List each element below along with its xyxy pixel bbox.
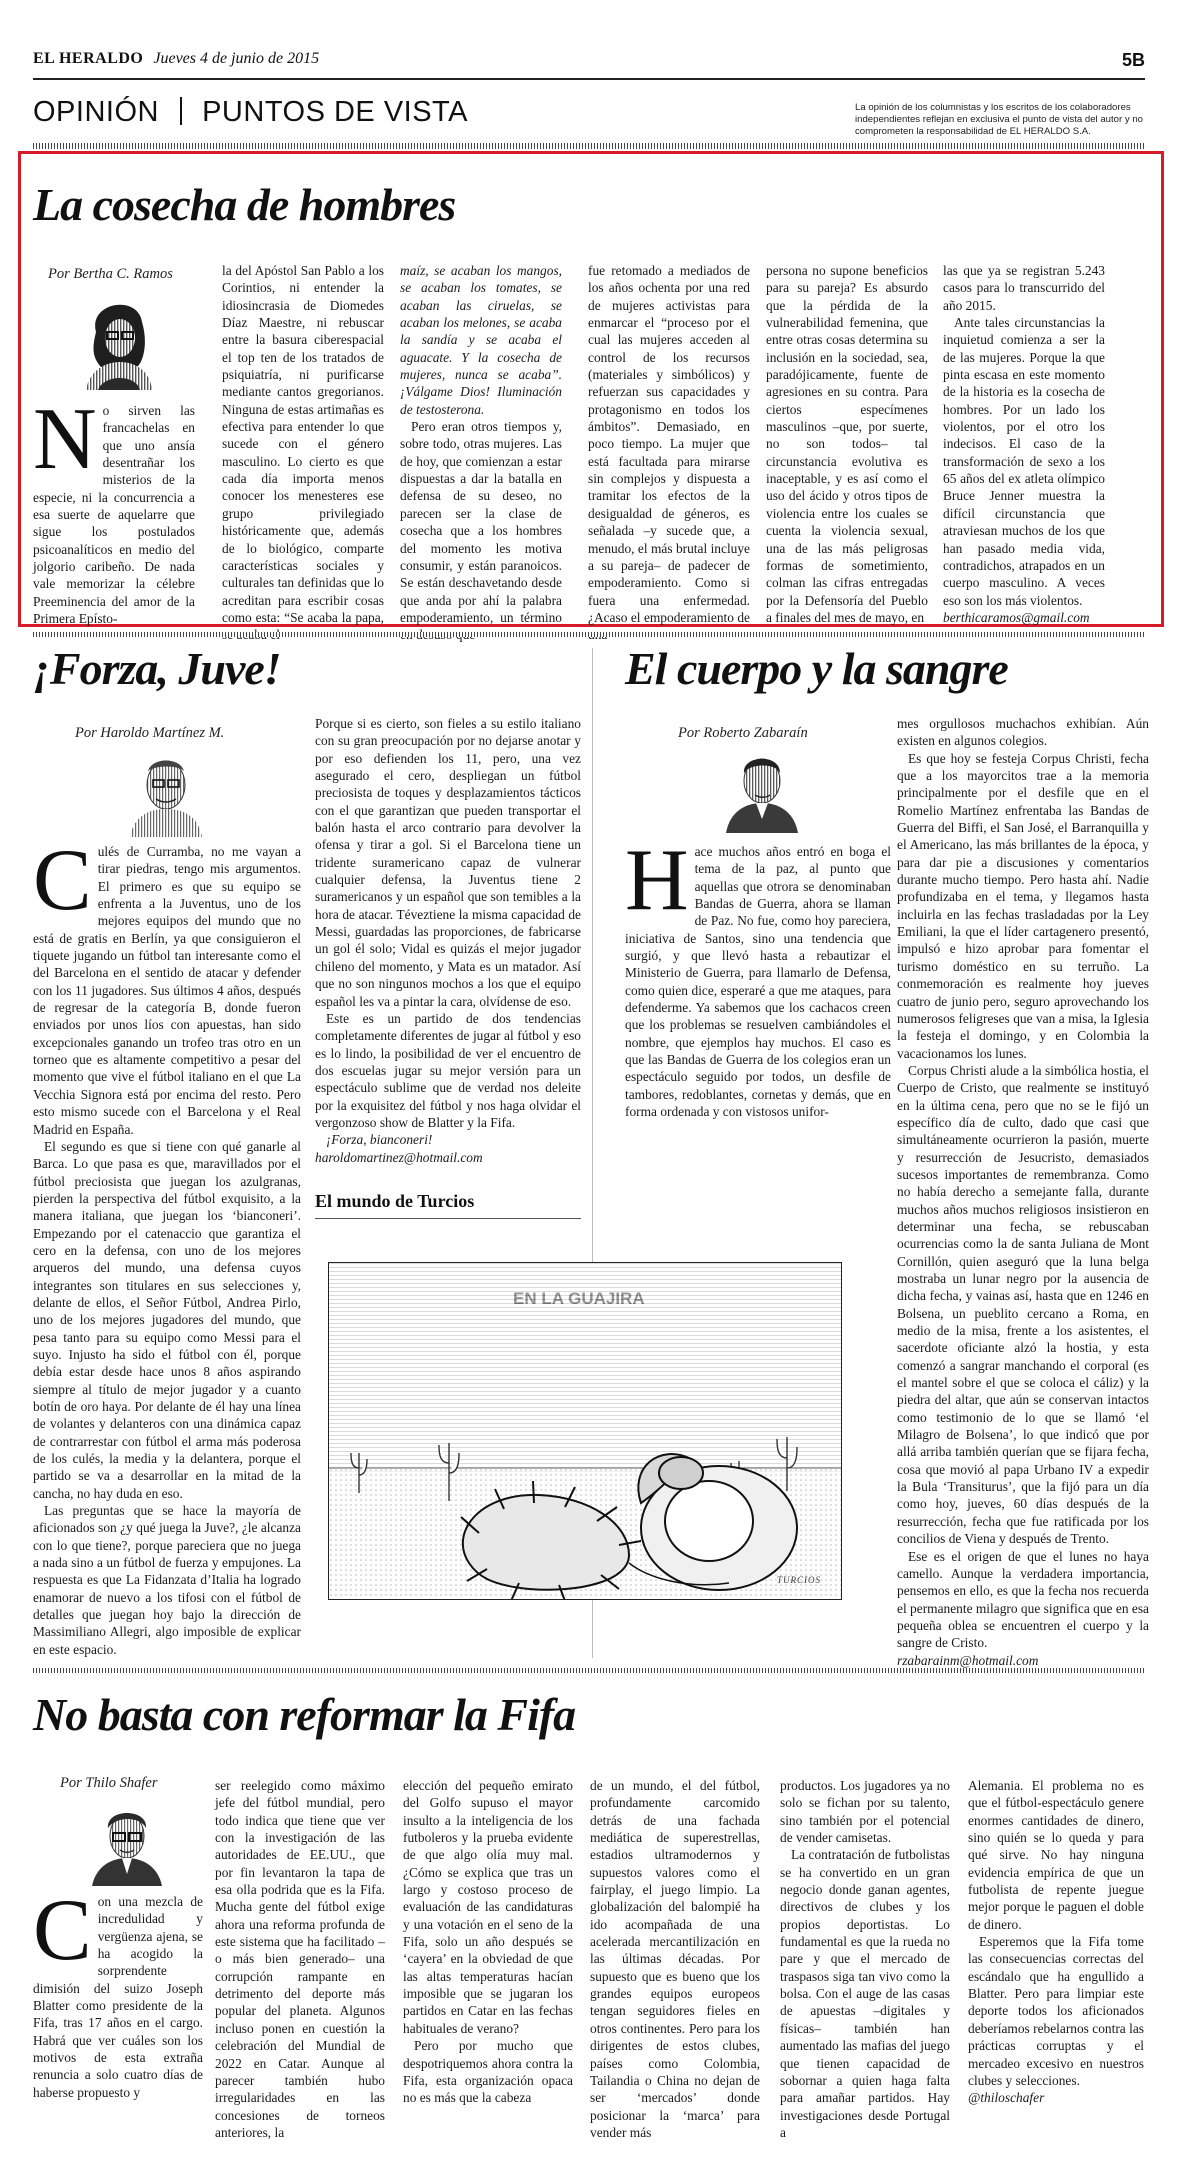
cartoon-section-title: El mundo de Turcios bbox=[315, 1191, 475, 1211]
author-portrait bbox=[88, 1798, 166, 1886]
article-column-2 bbox=[897, 715, 1149, 1669]
paragraph: Corpus Christi alude a la simbólica hostia, el Cuerpo de Cristo, que realmente se instituyó en la última cena, pero que no se le fijó un específico día de culto, dado que casi que simultáneamente ocurrieron la pasión, muerte y resurrección de Jesucristo, demasiados sucesos importantes de remembranza. Como no había derecho a semejante falla, durante muchos años muchos religiosos insistieron en determinar una fecha, se rebuscaban ocurrencias como la de santa Juliana de Mont Cornillón, quien aseguró que la luna belga mostraba un lunar negro por la ausencia de dicha fecha, y vainas así, hasta que en 1246 en Bolsena, un pueblito cercano a Roma, en medio de la misa, frente a los asistentes, el sacerdote oficiante alzó la hostia, y esta comenzó a sangrar manchando el corporal (es el mantel sobre el que se coloca el cáliz) y la piedra del altar, que aún se conservan intactos como testimonio de lo que se llamó ‘el Milagro de Bolsena’, lo que indicó que por allá arriba también querían que se fijara fecha, cosa que movió al papa Urbano IV a expedir la Bula ‘Transiturus’, que la fijó para un día como hoy, jueves, 60 días después de la resurrección, fecha que fue ratificada por los concilios de Viena y después de Trento. bbox=[897, 1062, 1149, 1547]
paragraph: las que ya se registran 5.243 casos para lo transcurrido del año 2015. bbox=[943, 263, 1105, 313]
paragraph: productos. Los jugadores ya no solo se fichan por su talento, sino también por el potencial de vender camisetas. bbox=[780, 1778, 950, 1846]
paragraph: ser reelegido como máximo jefe del fútbol mundial, pero todo indica que tiene que ver con la investigación de las autoridades de EE.UU., que por fin levantaron la tapa de esa olla podrida que es la Fifa. Mucha gente del fútbol exige ahora una reforma profunda de este sistema que ha facilitado –o más bien generado– una corrupción rampante en detrimento del deporte más popular del planeta. Algunos incluso ponen en cuestión la celebración del Mundial de 2022 en Catar. Aunque al parecer también hubo irregularidades en las concesiones de torneos anteriores, la bbox=[215, 1778, 385, 2140]
section-name: OPINIÓN bbox=[33, 96, 159, 128]
paragraph: Porque si es cierto, son fieles a su estilo italiano con su gran preocupación por no dejarse anotar y por eso defienden los 11, pero, una vez asegurado el cero, despliegan un fútbol preciosista de toques y desplazamientos tácticos con el que garantizan que pueden transportar el balón hasta el arco contrario para devolver la ofensa y tirar a gol. Si el Barcelona tiene un tridente suramericano capaz de vulnerar cualquier defensa, la Juventus tiene 2 suramericanos y un español que son temibles a la hora de atacar. Téveztiene la misma capacidad de Messi, guardadas las proporciones, de fabricarse un gol él solo; Vidal es quizás el mejor jugador chileno del momento, y Mata es un matador. Así que no son ningunos mochos a los que el equipo español les va a pintar la cara, olvídense de eso. bbox=[315, 716, 581, 1009]
cartoon-rule bbox=[315, 1218, 581, 1219]
article-column-3 bbox=[403, 1777, 573, 2107]
section-header bbox=[33, 96, 853, 136]
article-column-2 bbox=[315, 715, 581, 1166]
paragraph: mes orgullosos muchachos exhibían. Aún existen en algunos colegios. bbox=[897, 716, 1149, 749]
article-column-5 bbox=[780, 1777, 950, 2141]
article-column-3 bbox=[400, 262, 562, 644]
article-column-4 bbox=[588, 262, 750, 644]
paragraph: Es que hoy se festeja Corpus Christi, fecha que a los mayorcitos trae a la memoria principalmente por el desfile que en el Romelio Martínez enfrentaba las Bandas de Guerra del Biffi, el San José, el Barranquilla y el Americano, las más brillantes de la época, y para dar pie a discusiones y comentarios durante mucho tiempo. Pero hasta ahí. Nadie profundizaba en el tema, y llegamos hasta incluirla en las fechas trasladadas por la Ley Emiliani, la que el líder cartagenero presentó, impulsó e hizo aprobar para fomentar el turismo doméstico en su terruño. La conmemoración es realmente hoy jueves cuatro de junio pero, seguro aprovechando los numerosos feligreses que van a misa, la Iglesia la festeja el domingo, y en Colombia la vacacionamos los lunes. bbox=[897, 750, 1149, 1061]
drop-cap: H bbox=[625, 832, 689, 929]
author-portrait bbox=[126, 747, 206, 837]
cartoon-frame bbox=[328, 1262, 842, 1600]
page-number: 5B bbox=[1121, 50, 1145, 70]
article-title: No basta con reformar la Fifa bbox=[33, 1689, 576, 1740]
author-handle[interactable]: @thiloschafer bbox=[968, 2090, 1045, 2106]
article-byline: Por Haroldo Martínez M. bbox=[75, 725, 225, 741]
divider-hatch bbox=[33, 1668, 1145, 1673]
article-column-1 bbox=[33, 832, 301, 1658]
article-title: El cuerpo y la sangre bbox=[625, 643, 1008, 694]
article-column-6 bbox=[943, 262, 1105, 626]
drop-cap: C bbox=[33, 832, 92, 929]
article-byline: Por Bertha C. Ramos bbox=[48, 266, 173, 282]
article-column-1 bbox=[625, 832, 891, 1121]
paragraph: maíz, se acaban los mangos, se acaban los tomates, se acaban las ciruelas, se acaban los melones, se acaba la sandía y se acaba el aguacate. Y la cosecha de mujeres, nunca se acaba”. ¡Válgame Dios! Iluminación de testosterona. bbox=[400, 263, 562, 417]
article-title: La cosecha de hombres bbox=[33, 179, 456, 230]
article-column-4 bbox=[590, 1777, 760, 2141]
drop-cap: C bbox=[33, 1882, 92, 1979]
paragraph: o sirven las francachelas en que uno ansía desentrañar los misterios de la especie, ni la concurrencia a esa suerte de aquelarre que sigue los postulados psicoanalíticos en medio del jolgorio caribeño. De nada vale memorizar la célebre Preeminencia del amor de la Primera Epísto- bbox=[33, 403, 195, 627]
article-column-1 bbox=[33, 391, 195, 627]
paragraph: fue retomado a mediados de los años ochenta por una red de mujeres activistas para enmarcar el “proceso por el cual las mujeres acceden al control de los recursos (materiales y simbólicos) y refuerzan sus capacidades y protagonismo en todos los ámbitos”. Demasiado, en poco tiempo. La mujer que está facultada para mirarse sin complejos y dispuesta a tramitar los efectos de la desigualdad de géneros, es señalada –y sucede que, a menudo, el más brutal incluye a su pareja– de padecer de empoderamiento. Como si fuera una enfermedad. ¿Acaso el empoderamiento de bbox=[588, 263, 750, 625]
author-email[interactable]: rzabarainm@hotmail.com bbox=[897, 1652, 1039, 1668]
paragraph: persona no supone beneficios para su pareja? Es absurdo que la pérdida de la vulnerabilidad femenina, que entre otras cosas determina su inclusión en la sociedad, sea, paradójicamente, fuente de agresiones en su contra. Para ciertos especímenes masculinos –que, por suerte, no son todos– tal circunstancia evolutiva es inaceptable, y es así como el uso del ácido y otros tipos de violencia entre los cuales se cuenta la violencia sexual, una de las más peligrosas formas de sometimiento, colman las cifras entregadas por la Defensoría del Pueblo a finales del mes de mayo, en bbox=[766, 263, 928, 625]
paragraph: ¡Forza, bianconeri! bbox=[326, 1132, 433, 1148]
article-column-1 bbox=[33, 1882, 203, 2101]
article-column-6 bbox=[968, 1777, 1144, 2107]
masthead-rule bbox=[33, 78, 1145, 80]
paragraph: Pero por mucho que despotriquemos ahora contra la Fifa, esta organización opaca no es más que la cabeza bbox=[403, 2038, 573, 2106]
paragraph: ulés de Curramba, no me vayan a tirar piedras, tengo mis argumentos. El primero es que su equipo se enfrenta a la Juventus, uno de los mejores equipos del mundo que no está de gratis en Berlín, ya que consiguieron el tiquete jugando un fútbol tan interesante como el del Barcelona en el sentido de atacar y defender con los 11 jugadores. Sus últimos 4 años, después de regresar de la categoría B, donde fueron enviados por unos líos con apuestas, han sido excepcionales ganando un trofeo tras otro en un torneo que es altamente competitivo a pesar del momento que vive el fútbol italiano en el que La Vecchia Signora está por encima del resto. Pero esto mismo sucede con el Barcelona y el Real Madrid en España. bbox=[33, 844, 301, 1137]
paragraph: Las preguntas que se hace la mayoría de aficionados son ¿y qué juega la Juve?, ¿le alcanza con lo que tiene?, porque pareciera que no juega a nada sino a un fútbol de fuerza y empujones. La respuesta es que La Fidanzata d’Italia ha logrado enamorar de nuevo a los tifosi con el fútbol de detalles que juegan hoy bajo la dirección de Massimiliano Allegri, algo imposible de explicar en este espacio. bbox=[33, 1503, 301, 1657]
author-portrait bbox=[722, 745, 802, 833]
paragraph: on una mezcla de incredulidad y vergüenza ajena, se ha acogido la sorprendente dimisión del suizo Joseph Blatter como presidente de la Fifa, tras 17 años en el cargo. Habrá que ver cuáles son los motivos de esta extraña renuncia a solo cuatro días de haberse propuesto y bbox=[33, 1894, 203, 2100]
cartoon-signature: TURCIOS bbox=[776, 1575, 821, 1585]
paragraph: El segundo es que si tiene con qué ganarle al Barca. Lo que pasa es que, maravillados por el fútbol preciosista que juegan los azulgranas, pierden la perspectiva del fútbol exquisito, a la manera italiana, que juegan los ‘bianconeri’. Empezando por el catenaccio que garantiza el cero en la defensa, con uno de los mejores arqueros del mundo, una defensa cuyos integrantes son titulares en sus selecciones y, delante de ellos, el Señor Fútbol, Andrea Pirlo, uno de los mejores jugadores del mundo, que pesa tanto para su equipo como Messi para el suyo. Injusto ha sido el fútbol con él, porque debía estar desde hace unos 8 años aspirando siempre al título de mejor jugador y a cuanto botín de oro haya. Por delante de él hay una línea de volantes y delanteros con una dinámica capaz de contrarrestar con fútbol el arma más poderosa de los culés, la media y la delantera, porque el partido se va a desarrollar en la mitad de la cancha, no hay duda en eso. bbox=[33, 1138, 301, 1501]
paper-name: EL HERALDO bbox=[33, 50, 144, 67]
paragraph: Esperemos que la Fifa tome las consecuencias correctas del escándalo que ha engullido a Blatter. Pero para limpiar este deporte todos los aficionados deberíamos rebelarnos contra las prácticas corruptas y el mercadeo excesivo en nuestros clubes y selecciones. bbox=[968, 1934, 1144, 2088]
article-column-2 bbox=[222, 262, 384, 644]
author-portrait bbox=[78, 292, 158, 390]
section-hatch-bar bbox=[33, 143, 1145, 149]
article-column-5 bbox=[766, 262, 928, 626]
paragraph: ace muchos años entró en boga el tema de la paz, al punto que aquellas que otrora se denominaban Bandas de Guerra, ahora se llaman de Paz. No fue, como hoy pareciera, iniciativa de Santos, sino una tendencia que surgió, y que llevó hasta a rebautizar el Ministerio de Guerra, para llamarlo de Defensa, como quien dice, esperaré a que me ataques, para defenderme. Ya sabemos que los cachacos creen que los problemas se resuelven cambiándoles el nombre, que ejemplos hay muchos. El caso es que las Bandas de Guerra de los colegios eran un espectáculo seguido por todos, un desfile de tambores, redoblantes, cornetas y demás, que en forma ordenada y con vistosos unifor- bbox=[625, 844, 891, 1120]
article-byline: Por Thilo Shafer bbox=[60, 1775, 158, 1791]
paragraph: de un mundo, el del fútbol, profundamente carcomido detrás de una fachada mediática de superestrellas, estadios ultramodernos y supuestos valores como el fairplay, el juego limpio. La globalización del balompié ha ido acompañada de una acelerada mercantilización en las últimas décadas. Por supuesto que es bueno que los grandes equipos europeos tengan seguidores fieles en otros continentes. Pero para los dirigentes de estos clubes, países como Colombia, Tailandia o China no dejan de ser ‘mercados’ donde posicionar la ‘marca’ para vender más bbox=[590, 1778, 760, 2140]
author-email[interactable]: berthicaramos@gmail.com bbox=[943, 609, 1090, 625]
section-subtitle: PUNTOS DE VISTA bbox=[202, 96, 468, 128]
paragraph: Ante tales circunstancias la inquietud comienza a ser la de las mujeres. Porque la que pinta escasa en este momento de la historia es la cosecha de hombres. Por un lado los violentos, por el otro los indecisos. El caso de la transformación de sexo a los 65 años del ex atleta olímpico Bruce Jenner muestra la difícil circunstancia que atraviesan muchos de los que han pasado media vida, contradichos, atrapados en un cuerpo masculino. A veces eso son los más violentos. bbox=[943, 315, 1105, 608]
article-column-2 bbox=[215, 1777, 385, 2141]
issue-date: Jueves 4 de junio de 2015 bbox=[153, 50, 320, 67]
author-email[interactable]: haroldomartinez@hotmail.com bbox=[315, 1149, 483, 1165]
article-byline: Por Roberto Zabaraín bbox=[678, 725, 808, 741]
drop-cap: N bbox=[33, 391, 97, 488]
article-title: ¡Forza, Juve! bbox=[33, 643, 281, 694]
paragraph: Ese es el origen de que el lunes no haya camello. Aunque la verdadera importancia, pensemos en ello, es que la fecha nos recuerda el permanente milagro que significa que en esa pequeña oblea se encuentren el cuerpo y la sangre de Cristo. bbox=[897, 1548, 1149, 1651]
paragraph: Alemania. El problema no es que el fútbol-espectáculo genere enormes cantidades de dinero, sino quién se lo queda y para qué sirve. No hay ninguna evidencia empírica de que un futbolista de repente juegue mejor porque le paguen el doble de dinero. bbox=[968, 1778, 1144, 1932]
section-disclaimer: La opinión de los columnistas y los escritos de los colaboradores independientes reflejan en exclusiva el punto de vista del autor y no comprometen la responsabilidad de EL HERALDO S.A. bbox=[855, 102, 1144, 137]
divider-hatch bbox=[33, 632, 1145, 637]
paragraph: Pero eran otros tiempos y, sobre todo, otras mujeres. Las de hoy, que comienzan a estar dispuestas a dar la batalla en defensa de su deseo, no parecen ser la clase de cosecha que a los hombres del momento les motiva consumir, y están paranoicos. Se están deschavetando desde que anda por ahí la palabra empoderamiento, un término bbox=[400, 419, 562, 625]
cartoon-drawing bbox=[329, 1263, 842, 1600]
paragraph: La contratación de futbolistas se ha convertido en un gran negocio donde ganan agentes, directivos de clubes y los propios deportistas. Lo fundamental es que la rueda no pare y que el mercado de traspasos siga tan vivo como la bolsa. Con el auge de las casas de apuestas –digitales y físicas– también han aumentado las mafias del juego que tienen capacidad de sobornar a quien haga falta para amañar partidos. Hay investigaciones desde Portugal a bbox=[780, 1847, 950, 2140]
paragraph: la del Apóstol San Pablo a los Corintios, ni entender la idiosincrasia de Diomedes Díaz Maestre, ni rebuscar entre la basura ciberespacial el top ten de los tratados de psiquiatría, ni purificarse mediante cantos gregorianos. Ninguna de estas artimañas es efectiva para entender lo que sucede con el género masculino. Lo cierto es que cada día importa menos conocer los menesteres ese grupo privilegiado históricamente que, además de lo biológico, comparte características sociales y culturales tan definidas que lo acreditan para escribir cosas como esta: “Se acaba la papa, bbox=[222, 263, 384, 625]
section-divider bbox=[180, 97, 182, 125]
paragraph: Este es un partido de dos tendencias completamente diferentes de jugar al fútbol y eso es lo lindo, la posibilidad de ver el encuentro de dos escuelas jugar su mejor versión para un espectáculo sublime que de verdad nos deleite por la exquisitez del fútbol y nos haga olvidar el vergonzoso show de Blatter y la Fifa. bbox=[315, 1010, 581, 1130]
masthead bbox=[33, 50, 1145, 74]
paragraph: elección del pequeño emirato del Golfo supuso el mayor insulto a la inteligencia de los futboleros y la prueba evidente de que algo olía muy mal. ¿Cómo se explica que tras un largo y costoso proceso de evaluación de las candidaturas y una votación en el seno de la Fifa, solo un año después se ‘cayera’ en la obviedad de que las altas temperaturas hacían imposible que se jugaran los partidos en Catar en las fechas habituales de verano? bbox=[403, 1778, 573, 2036]
